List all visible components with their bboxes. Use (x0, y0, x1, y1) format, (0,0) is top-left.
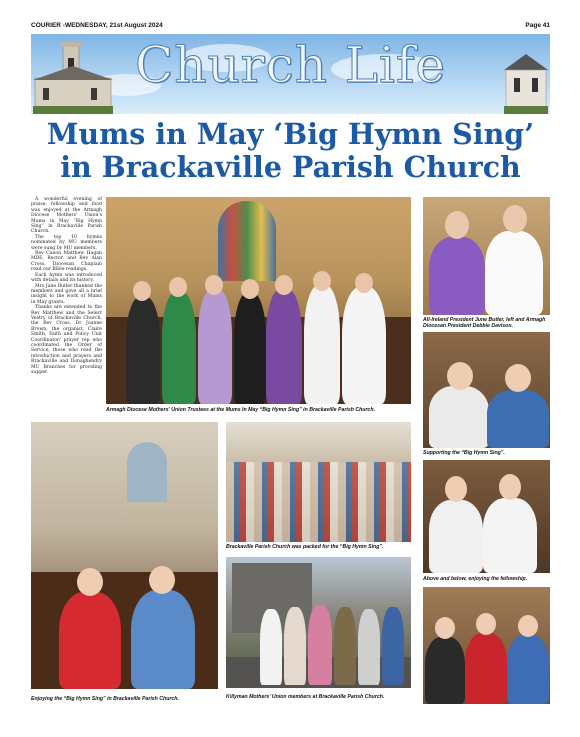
article-body (31, 197, 102, 375)
headline-line-1: Mums in May ‘Big Hymn Sing’ (46, 117, 535, 151)
trustees-caption: Armagh Diocese Mothers' Union Trustees at the Mums In May “Big Hymn Sing” in Brackaville Parish Church. (106, 407, 375, 413)
packed-caption: Brackaville Parish Church was packed for the “Big Hymn Sing”. (226, 544, 384, 550)
headline-line-2: in Brackaville Parish Church (60, 150, 521, 184)
killyman-caption: Killyman Mothers' Union members at Brackaville Parish Church. (226, 694, 385, 700)
article-paragraph: A wonderful evening of praise, fellowship and food was enjoyed at the Armagh Diocese Mothers' Union's Mums in May “Big Hymn Sing” in Brackaville Parish Church. (31, 197, 102, 235)
banner-title: Church Life (135, 36, 446, 94)
enjoying-caption: Enjoying the “Big Hymn Sing” in Brackaville Parish Church. (31, 696, 179, 702)
fellowship-caption: Above and below, enjoying the fellowship. (423, 576, 528, 582)
killyman-photo (226, 557, 411, 688)
article-paragraph: Each hymn was introduced with details and its history. (31, 272, 102, 284)
enjoying-photo (31, 422, 218, 689)
headline (31, 118, 550, 184)
supporting-photo (423, 332, 550, 448)
trustees-photo (106, 197, 411, 404)
presidents-photo (423, 197, 550, 315)
fellowship-photo-bottom (423, 587, 550, 704)
supporting-caption: Supporting the “Big Hymn Sing”. (423, 450, 505, 456)
fellowship-photo-top (423, 460, 550, 573)
presidents-caption: All-Ireland President June Butler, left and Armagh Diocesan President Debbie Davison. (423, 317, 546, 330)
article-paragraph: The top 10 hymns nominated by MU members were sung by MU members. (31, 234, 102, 251)
packed-church-photo (226, 422, 411, 542)
article-paragraph: Rev Canon Matthew Hagan MBE, Rector, and Rev Alan Cross, Diocesan Chaplain read our Bible readings. (31, 251, 102, 273)
running-header (31, 18, 550, 32)
article-paragraph: Thanks are extended to the Rev Matthew and the Select Vestry of Brackaville Church, the Rev Cross, Dr Joanne Brown, the organist, Claire Smith, Faith and Policy Unit Coordinator/ prayer rep who coordinated the Order of Service, those who read the introduction and prayers and Brackaville and Donaghendry MU Branches for providing supper. (31, 305, 102, 375)
newspaper-date: COURIER -WEDNESDAY, 21st August 2024 (31, 22, 163, 29)
page-number: Page 41 (525, 22, 550, 29)
church-life-banner (31, 34, 550, 114)
article-paragraph: Mrs Jane Butler thanked the members and gave all a brief insight to the work of Mums in May grants. (31, 283, 102, 305)
